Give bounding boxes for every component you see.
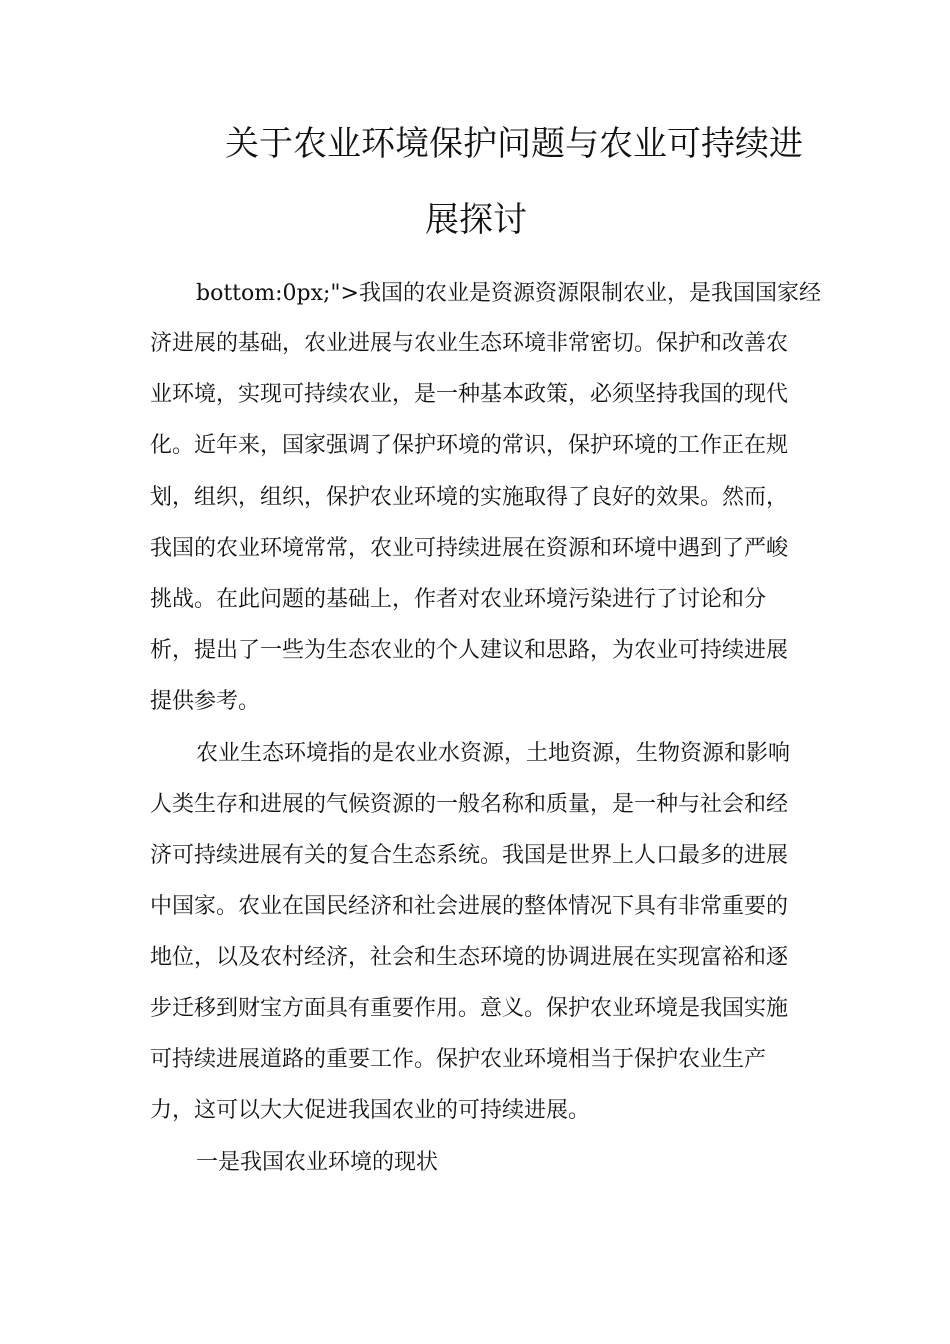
paragraph-2-line-3: 济可持续进展有关的复合生态系统。我国是世界上人口最多的进展 <box>150 843 789 868</box>
paragraph-1-line-7: 挑战。在此问题的基础上，作者对农业环境污染进行了讨论和分 <box>150 587 767 612</box>
section-heading: 一是我国农业环境的现状 <box>196 1150 439 1175</box>
paragraph-2-line-8: 力，这可以大大促进我国农业的可持续进展。 <box>150 1098 591 1123</box>
paragraph-1-line-3: 业环境，实现可持续农业，是一种基本政策，必须坚持我国的现代 <box>150 382 789 407</box>
paragraph-2-line-7: 可持续进展道路的重要工作。保护农业环境相当于保护农业生产 <box>150 1047 767 1072</box>
paragraph-1-line-9: 提供参考。 <box>150 689 261 714</box>
paragraph-2-line-1: 农业生态环境指的是农业水资源，土地资源，生物资源和影响 <box>196 741 791 766</box>
paragraph-1-line-4: 化。近年来，国家强调了保护环境的常识，保护环境的工作正在规 <box>150 433 789 458</box>
paragraph-1-line-8: 析，提出了一些为生态农业的个人建议和思路，为农业可持续进展 <box>150 638 789 663</box>
paragraph-2-line-5: 地位，以及农村经济，社会和生态环境的协调进展在实现富裕和逐 <box>150 945 789 970</box>
document-title-line-2: 展探讨 <box>425 200 527 240</box>
document-title-line-1: 关于农业环境保护问题与农业可持续进 <box>225 124 803 164</box>
paragraph-2-line-6: 步迁移到财宝方面具有重要作用。意义。保护农业环境是我国实施 <box>150 996 789 1021</box>
paragraph-2-line-2: 人类生存和进展的气候资源的一般名称和质量，是一种与社会和经 <box>150 792 789 817</box>
paragraph-1-line-5: 划，组织，组织，保护农业环境的实施取得了良好的效果。然而， <box>150 485 789 510</box>
paragraph-2-line-4: 中国家。农业在国民经济和社会进展的整体情况下具有非常重要的 <box>150 894 789 919</box>
paragraph-1-line-6: 我国的农业环境常常，农业可持续进展在资源和环境中遇到了严峻 <box>150 536 789 561</box>
paragraph-1-line-2: 济进展的基础，农业进展与农业生态环境非常密切。保护和改善农 <box>150 331 789 356</box>
paragraph-1-line-1: bottom:0px;">我国的农业是资源资源限制农业，是我国国家经 <box>196 281 821 306</box>
